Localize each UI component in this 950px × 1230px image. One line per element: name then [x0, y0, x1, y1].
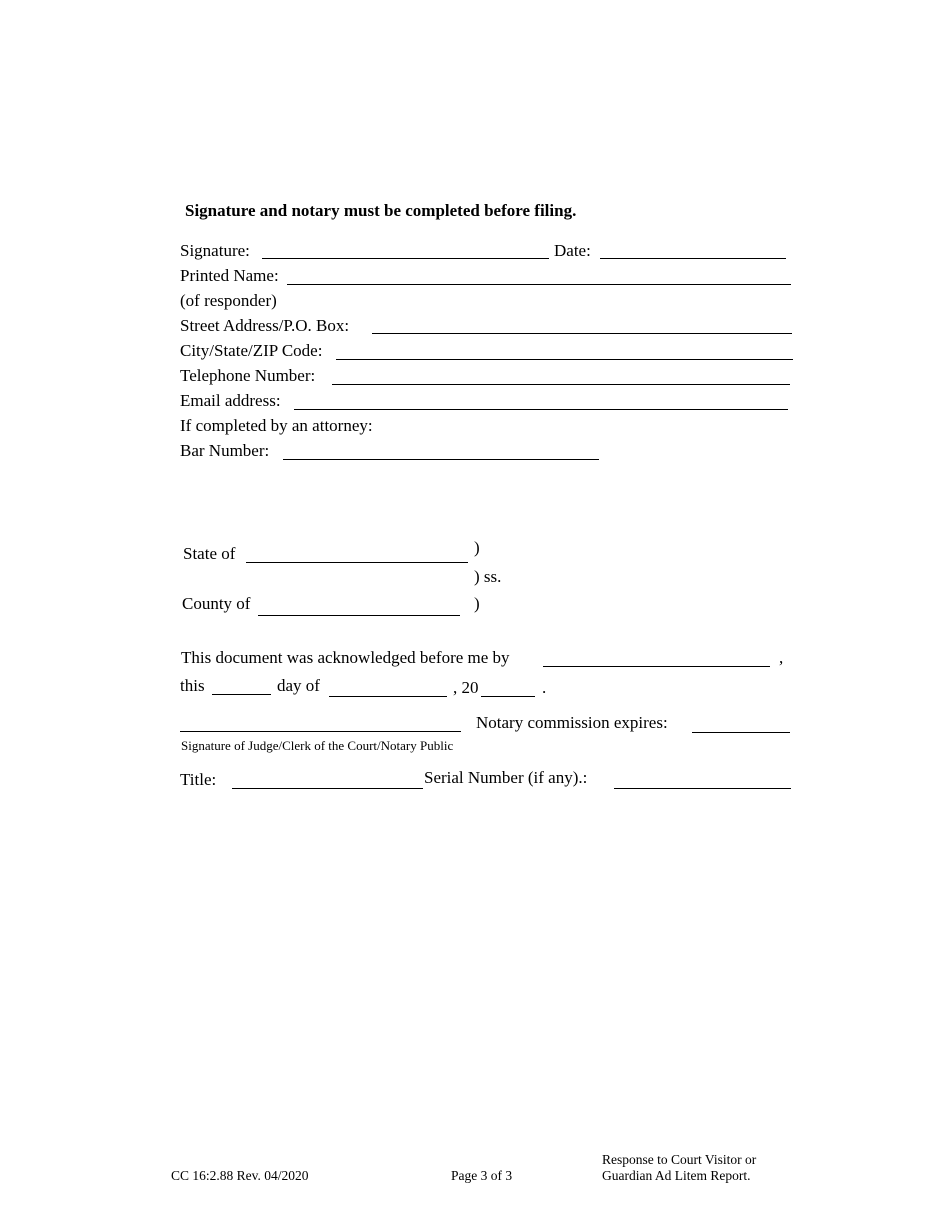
acknowledgment-period: . — [542, 678, 547, 697]
email-label: Email address: — [180, 391, 281, 410]
venue-ss: ) ss. — [474, 567, 502, 586]
printed-name-label: Printed Name: — [180, 266, 279, 285]
commission-expires-label: Notary commission expires: — [476, 713, 668, 732]
bar-number-label: Bar Number: — [180, 441, 270, 460]
email-field[interactable] — [294, 409, 788, 410]
county-of-label: County of — [182, 594, 251, 613]
city-state-zip-field[interactable] — [336, 359, 793, 360]
acknowledgment-text: This document was acknowledged before me by — [181, 648, 510, 667]
venue-paren-1: ) — [474, 538, 480, 557]
form-number: CC 16:2.88 Rev. 04/2020 — [171, 1168, 309, 1183]
bar-number-field[interactable] — [283, 459, 599, 460]
commission-expires-field[interactable] — [692, 732, 790, 733]
this-label: this — [180, 676, 205, 695]
month-field[interactable] — [329, 696, 447, 697]
day-of-label: day of — [277, 676, 320, 695]
attorney-note: If completed by an attorney: — [180, 416, 373, 435]
street-address-field[interactable] — [372, 333, 792, 334]
document-title-line-1: Response to Court Visitor or — [602, 1152, 757, 1167]
document-title-line-2: Guardian Ad Litem Report. — [602, 1168, 751, 1183]
title-label: Title: — [180, 770, 217, 789]
county-field[interactable] — [258, 615, 460, 616]
page-number: Page 3 of 3 — [451, 1168, 513, 1183]
title-field[interactable] — [232, 788, 423, 789]
state-of-label: State of — [183, 544, 236, 563]
year-field[interactable] — [481, 696, 535, 697]
date-label: Date: — [554, 241, 591, 260]
date-field[interactable] — [600, 258, 786, 259]
filing-notice: Signature and notary must be completed before filing. — [185, 201, 577, 220]
city-state-zip-label: City/State/ZIP Code: — [180, 341, 323, 360]
of-responder-note: (of responder) — [180, 291, 277, 310]
serial-number-label: Serial Number (if any).: — [424, 768, 588, 787]
day-field[interactable] — [212, 694, 271, 695]
acknowledgment-comma: , — [779, 648, 784, 667]
year-prefix: , 20 — [453, 678, 479, 697]
printed-name-field[interactable] — [287, 284, 791, 285]
acknowledged-by-field[interactable] — [543, 666, 770, 667]
street-address-label: Street Address/P.O. Box: — [180, 316, 350, 335]
venue-paren-2: ) — [474, 594, 480, 613]
telephone-label: Telephone Number: — [180, 366, 316, 385]
notary-signature-caption: Signature of Judge/Clerk of the Court/Notary Public — [181, 738, 454, 753]
state-field[interactable] — [246, 562, 468, 563]
notary-signature-field[interactable] — [180, 731, 461, 732]
serial-number-field[interactable] — [614, 788, 791, 789]
signature-label: Signature: — [180, 241, 250, 260]
signature-field[interactable] — [262, 258, 549, 259]
telephone-field[interactable] — [332, 384, 790, 385]
